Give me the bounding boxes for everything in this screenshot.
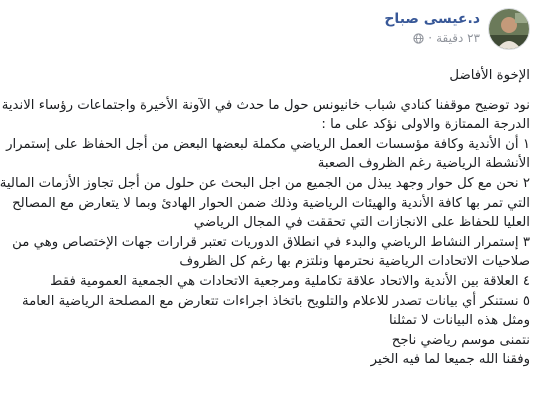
post-line-closing: نتمنى موسم رياضي ناجح (391, 332, 530, 348)
avatar-photo (489, 9, 529, 49)
post-line: الدرجة الممتازة والاولى نؤكد على ما : (321, 117, 530, 133)
post-line: صلاحيات الاتحادات الرياضية نحترمها ونلتزم بها رغم كل الظروف (179, 254, 530, 270)
post-line: العليا للحفاظ على الانجازات التي تحققت في المجال الرياضي (193, 215, 530, 231)
post-meta (384, 8, 480, 46)
post-line-point-5: ٥ نستنكر أي بيانات تصدر للاعلام والتلويح باتخاذ اجراءات تتعارض مع المصلحة الرياضية العامة (21, 293, 530, 309)
post-line-greeting: الإخوة الأفاضل (449, 68, 530, 83)
post-line: ومثل هذه البيانات لا تمثلنا (388, 313, 530, 329)
post-header (14, 8, 530, 60)
author-avatar[interactable] (488, 8, 530, 50)
post-timestamp[interactable]: ٢٣ دقيقة (436, 31, 480, 45)
post-line-closing: وفقنا الله جميعا لما فيه الخير (370, 352, 530, 368)
post-time-row (384, 30, 480, 46)
post-line: نود توضيح موقفنا كنادي شباب خانيونس حول ما حدث في الآونة الأخيرة واجتماعات رؤساء الاندية (1, 97, 530, 113)
post-line-spacer (14, 86, 530, 96)
post-body (0, 66, 530, 370)
separator-dot: · (428, 31, 433, 45)
post-line-point-4: ٤ العلاقة بين الأندية والاتحاد علاقة تكاملية ومرجعية الاتحادات هي الجمعية العمومية فقط (50, 273, 530, 289)
globe-icon[interactable] (413, 33, 424, 44)
post-line: التي تمر بها كافة الأندية والهيئات الرياضية وذلك ضمن الحوار الهادئ وبما لا يتعارض مع المصالح (12, 195, 530, 211)
post-line: الأنشطة الرياضية رغم الظروف الصعبة (317, 156, 530, 172)
post-line-point-1: ١ أن الأندية وكافة مؤسسات العمل الرياضي مكملة لبعضها البعض من أجل الحفاظ على إستمرار (6, 136, 530, 152)
post-line-point-2: ٢ نحن مع كل حوار وجهد يبذل من الجميع من اجل البحث عن حلول من أجل تجاوز الأزمات المالية (0, 175, 530, 191)
post-line-point-3: ٣ إستمرار النشاط الرياضي والبدء في انطلاق الدوريات تعتبر قرارات جهات الإختصاص وهي من (12, 234, 530, 250)
author-name[interactable]: د.عيسى صباح (384, 11, 480, 27)
